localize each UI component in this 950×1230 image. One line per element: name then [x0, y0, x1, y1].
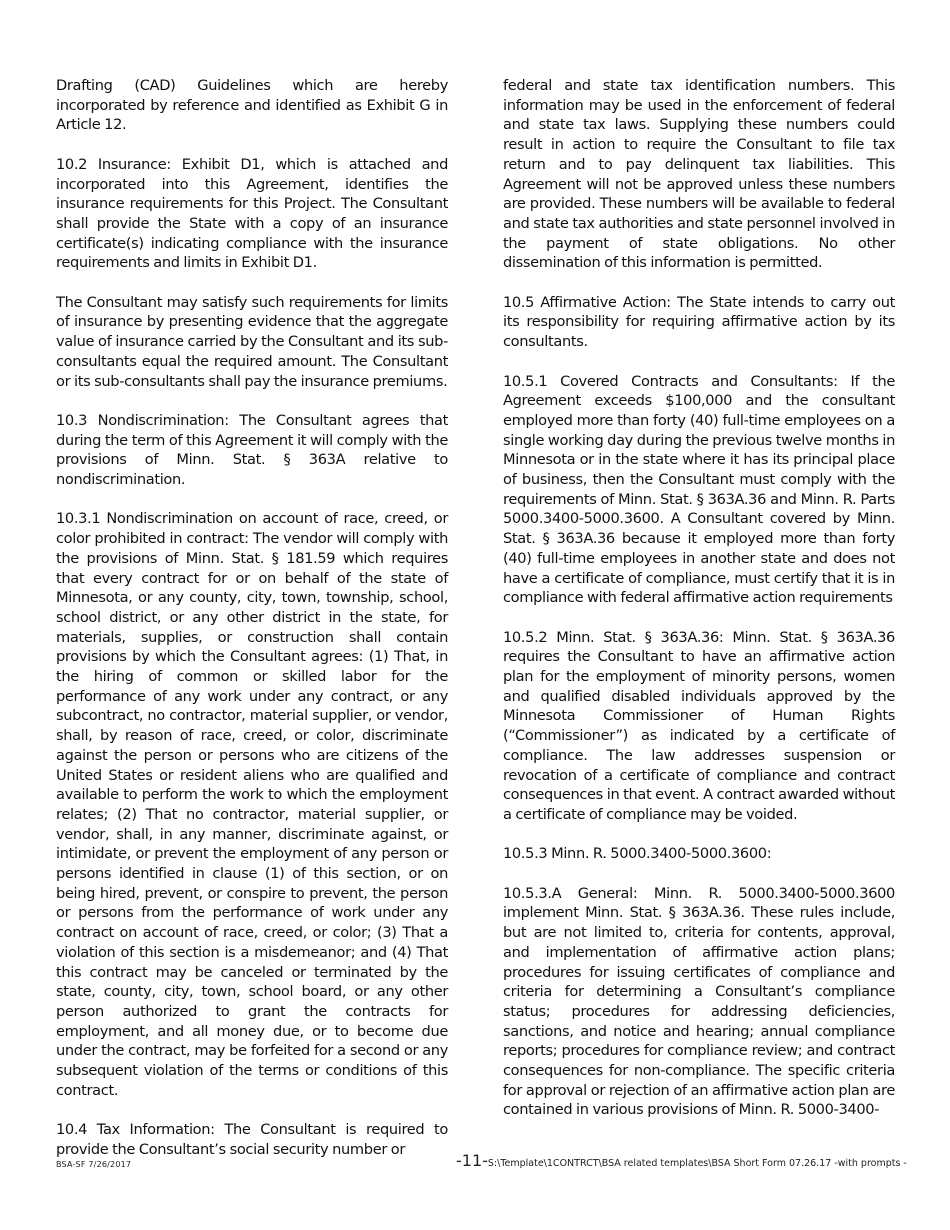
paragraph-10-5-3-rules-heading: 10.5.3 Minn. R. 5000.3400-5000.3600: [503, 845, 772, 863]
paragraph-tax-id-continued: federal and state tax identification numbers. This information may be used in the enforcement of federal and state tax laws. Supplying these numbers could result in action to require the Consultant to file tax return and to pay delinquent tax liabilities. This Agreement will not be approved unless these numbers are provided. These numbers will be available to federal and state tax authorities and state personnel involved in the payment of state obligations. No other dissemination of this information is permitted. [503, 77, 895, 272]
page-number: -11- [456, 1151, 488, 1170]
right-column [503, 76, 895, 1120]
footer-file-path: S:\Template\1CONTRCT\BSA related templates\BSA Short Form 07.26.17 -with prompts - [487, 1158, 907, 1169]
paragraph-10-4-tax-information: 10.4 Tax Information: The Consultant is required to provide the Consultant’s social security number or [56, 1121, 448, 1158]
paragraph-insurance-limits: The Consultant may satisfy such requirements for limits of insurance by presenting evidence that the aggregate value of insurance carried by the Consultant and its sub-consultants equal the required amount. The Consultant or its sub-consultants shall pay the insurance premiums. [56, 293, 448, 390]
paragraph-10-5-1-covered-contracts: 10.5.1 Covered Contracts and Consultants: If the Agreement exceeds $100,000 and the consultant employed more than forty (40) full-time employees on a single working day during the previous twelve months in Minnesota or in the state where it has its principal place of business, then the Consultant must comply with the requirements of Minn. Stat. § 363A.36 and Minn. R. Parts 5000.3400-5000.3600. A Consultant covered by Minn. Stat. § 363A.36 because it employed more than forty (40) full-time employees in another state and does not have a certificate of compliance, must certify that it is in compliance with federal affirmative action requirements [503, 372, 895, 607]
paragraph-cad-guidelines: Drafting (CAD) Guidelines which are hereby incorporated by reference and identified as Exhibit G in Article 12. [56, 77, 448, 134]
paragraph-10-2-insurance: 10.2 Insurance: Exhibit D1, which is attached and incorporated into this Agreement, identifies the insurance requirements for this Project. The Consultant shall provide the State with a copy of an insurance certificate(s) indicating compliance with the insurance requirements and limits in Exhibit D1. [56, 155, 448, 272]
left-column [56, 76, 448, 1160]
footer-form-id: BSA-SF 7/26/2017 [56, 1160, 132, 1169]
paragraph-10-3-nondiscrimination: 10.3 Nondiscrimination: The Consultant agrees that during the term of this Agreement it will comply with the provisions of Minn. Stat. § 363A relative to nondiscrimination. [56, 411, 448, 489]
paragraph-10-5-3-a-general: 10.5.3.A General: Minn. R. 5000.3400-5000.3600 implement Minn. Stat. § 363A.36. These rules include, but are not limited to, criteria for contents, approval, and implementation of affirmative action plans; procedures for issuing certificates of compliance and criteria for determining a Consultant’s compliance status; procedures for addressing deficiencies, sanctions, and notice and hearing; annual compliance reports; procedures for compliance review; and contract consequences for non-compliance. The specific criteria for approval or rejection of an affirmative action plan are contained in various provisions of Minn. R. 5000-3400- [503, 884, 895, 1119]
paragraph-10-5-affirmative-action: 10.5 Affirmative Action: The State intends to carry out its responsibility for requiring affirmative action by its consultants. [503, 293, 895, 351]
paragraph-10-5-2-statute: 10.5.2 Minn. Stat. § 363A.36: Minn. Stat. § 363A.36 requires the Consultant to have an affirmative action plan for the employment of minority persons, women and qualified disabled individuals approved by the Minnesota Commissioner of Human Rights (“Commissioner”) as indicated by a certificate of compliance. The law addresses suspension or revocation of a certificate of compliance and contract consequences in that event. A contract awarded without a certificate of compliance may be voided. [503, 628, 895, 823]
paragraph-10-3-1-nondiscrimination-contract: 10.3.1 Nondiscrimination on account of race, creed, or color prohibited in contract: The vendor will comply with the provisions of Minn. Stat. § 181.59 which requires that every contract for or on behalf of the state of Minnesota, or any county, city, town, township, school, school district, or any other district in the state, for materials, supplies, or construction shall contain provisions by which the Consultant agrees: (1) That, in the hiring of common or skilled labor for the performance of any work under any contract, or any subcontract, no contractor, material supplier, or vendor, shall, by reason of race, creed, or color, discriminate against the person or persons who are citizens of the United States or resident aliens who are qualified and available to perform the work to which the employment relates; (2) That no contractor, material supplier, or vendor, shall, in any manner, discriminate against, or intimidate, or prevent the employment of any person or persons identified in clause (1) of this section, or on being hired, prevent, or conspire to prevent, the person or persons from the performance of work under any contract on account of race, creed, or color; (3) That a violation of this section is a misdemeanor; and (4) That this contract may be canceled or terminated by the state, county, city, town, school board, or any other person authorized to grant the contracts for employment, and all money due, or to become due under the contract, may be forfeited for a second or any subsequent violation of the terms or conditions of this contract. [56, 510, 448, 1099]
footer-page-info [456, 1151, 907, 1170]
